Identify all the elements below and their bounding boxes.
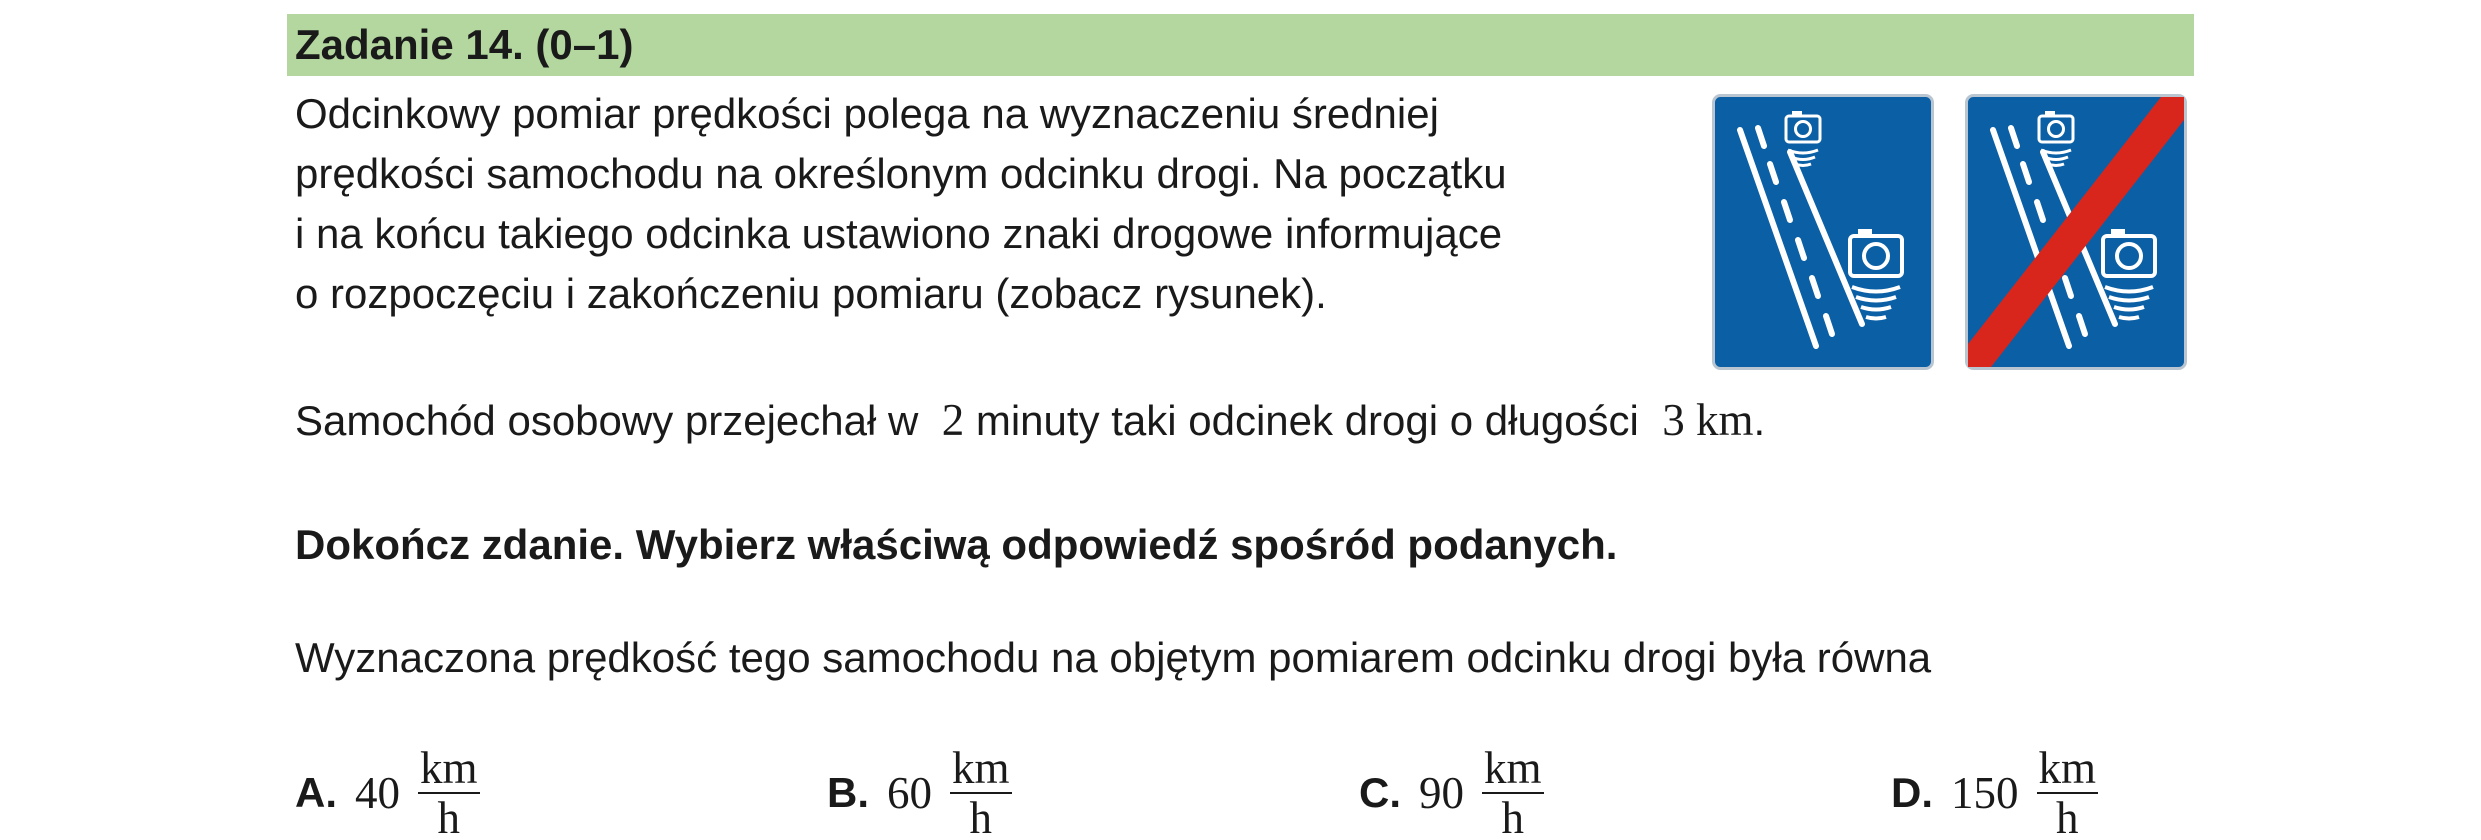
option-letter: B.: [827, 768, 869, 816]
distance-time-sentence: [295, 390, 1765, 451]
option-value: 40: [355, 767, 400, 818]
answer-option-a[interactable]: [295, 745, 480, 840]
unit-fraction: [418, 746, 480, 840]
option-value: 60: [887, 767, 932, 818]
speed-camera-section-end-icon: [1965, 94, 2187, 370]
answer-option-b[interactable]: [827, 745, 1012, 840]
option-letter: D.: [1891, 768, 1933, 816]
unit-fraction: [950, 746, 1012, 840]
unit-denominator: h: [969, 792, 992, 840]
intro-line: o rozpoczęciu i zakończeniu pomiaru (zobacz rysunek).: [295, 270, 1327, 317]
speed-camera-section-start-icon: [1712, 94, 1934, 370]
unit-numerator: km: [420, 745, 478, 793]
option-letter: C.: [1359, 768, 1401, 816]
unit-numerator: km: [952, 745, 1010, 793]
option-letter: A.: [295, 768, 337, 816]
unit-denominator: h: [1501, 792, 1524, 840]
minutes-value: 2: [941, 395, 965, 445]
unit-fraction: [1482, 746, 1544, 840]
instruction: Dokończ zdanie. Wybierz właściwą odpowiedź spośród podanych.: [295, 521, 1618, 568]
option-value: 150: [1951, 767, 2019, 818]
sentence-end: .: [1753, 397, 1766, 444]
intro-line: prędkości samochodu na określonym odcinku drogi. Na początku: [295, 150, 1507, 197]
unit-denominator: h: [2056, 792, 2079, 840]
answer-option-c[interactable]: [1359, 745, 1544, 840]
option-value: 90: [1419, 767, 1464, 818]
unit-numerator: km: [2038, 745, 2097, 793]
sentence-part: Samochód osobowy przejechał w: [295, 397, 919, 444]
answer-option-d[interactable]: [1891, 745, 2098, 840]
distance-value: 3 km: [1662, 395, 1754, 445]
sentence-part: minuty taki odcinek drogi o długości: [975, 397, 1639, 444]
unit-fraction: [2037, 746, 2099, 840]
intro-paragraph: [295, 84, 1507, 324]
intro-line: Odcinkowy pomiar prędkości polega na wyznaczeniu średniej: [295, 90, 1439, 137]
unit-denominator: h: [437, 792, 460, 840]
unit-numerator: km: [1484, 745, 1542, 793]
intro-line: i na końcu takiego odcinka ustawiono znaki drogowe informujące: [295, 210, 1503, 257]
task-title: Zadanie 14. (0–1): [295, 21, 634, 68]
question-text: Wyznaczona prędkość tego samochodu na objętym pomiarem odcinku drogi była równa: [295, 634, 1932, 681]
